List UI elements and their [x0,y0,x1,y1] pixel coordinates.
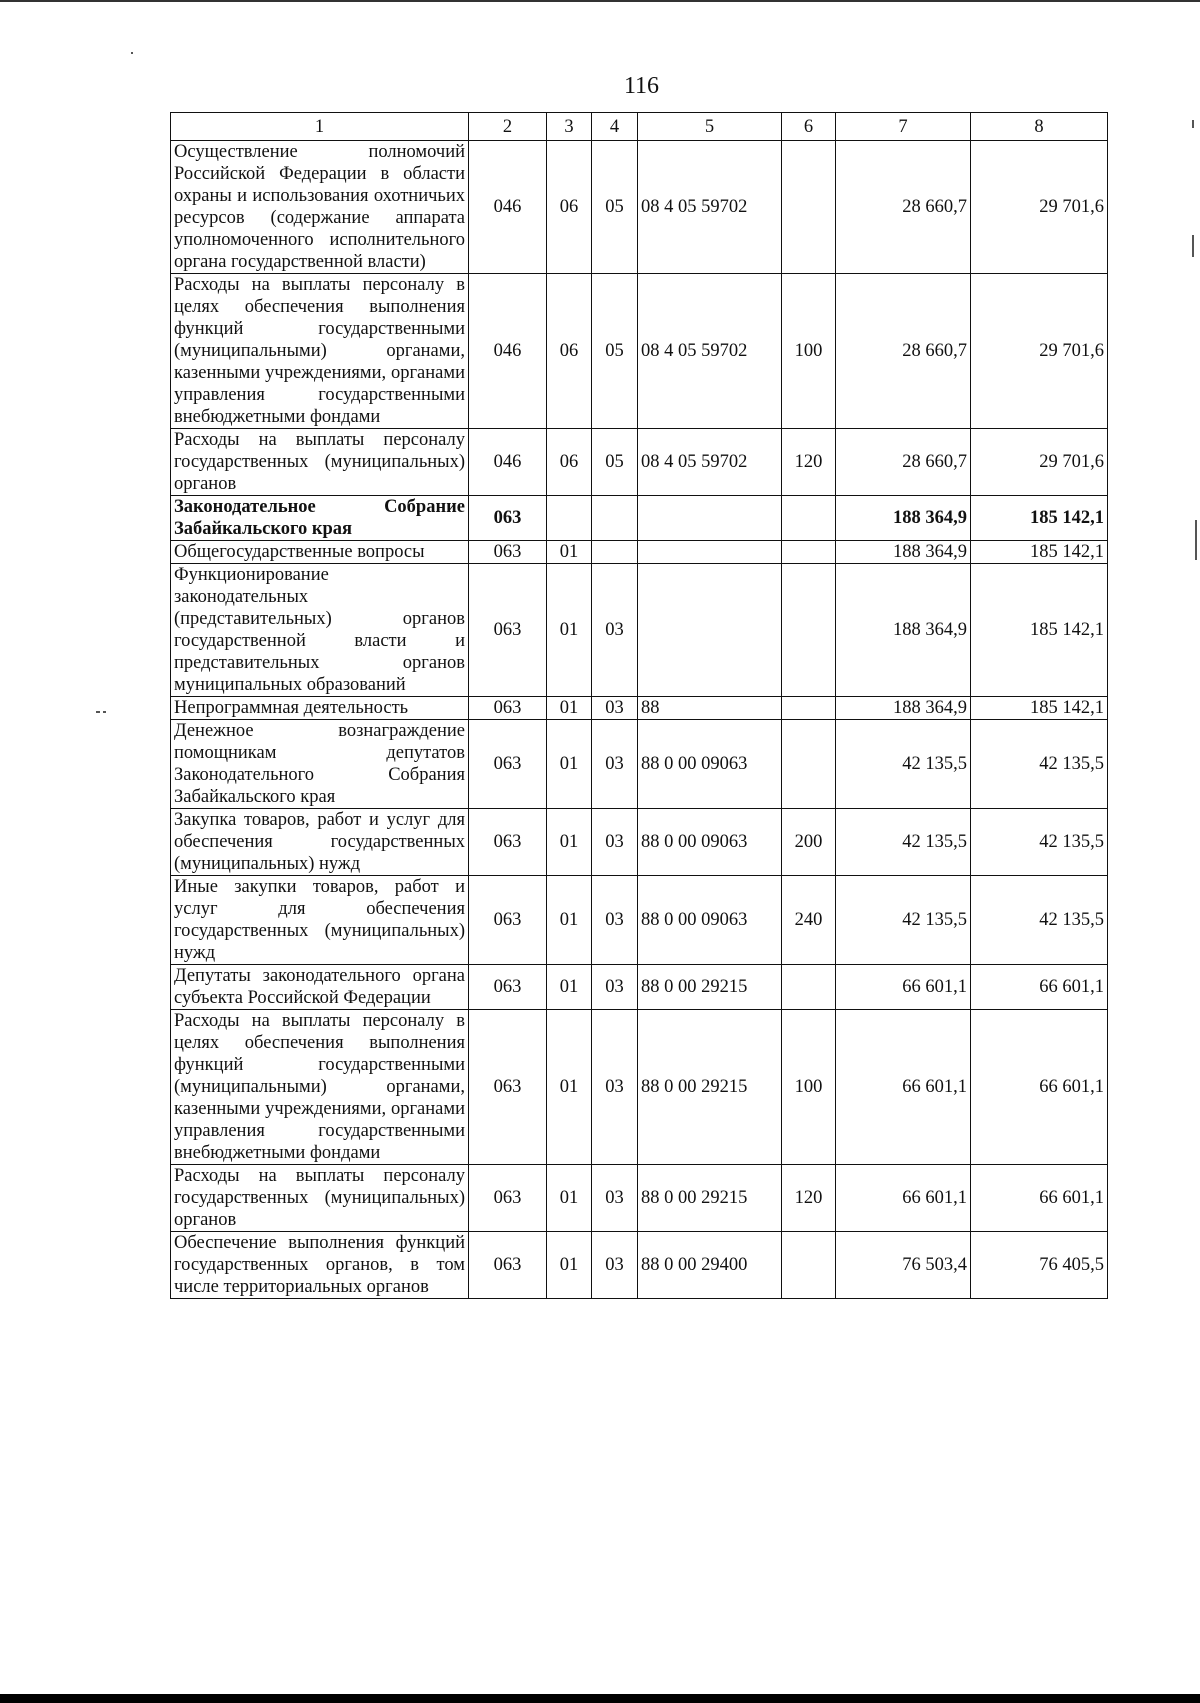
expense-type-code-cell [782,141,836,274]
table-row [171,1010,1108,1165]
table-row [171,1232,1108,1299]
row-name-cell: Осуществление полномочий Российской Федерации в области охраны и использования охотничьих ресурсов (содержание аппарата уполномоченного исполнительного органа государственной власти) [171,141,469,274]
ved-code-cell: 063 [469,1010,547,1165]
subsection-code-cell: 03 [592,876,638,965]
ved-code-cell: 046 [469,429,547,496]
column-header: 3 [547,113,592,141]
amount-year2-cell: 185 142,1 [971,541,1108,564]
amount-year1-cell: 188 364,9 [836,697,971,720]
table-row [171,564,1108,697]
expense-type-code-cell [782,541,836,564]
table-row [171,697,1108,720]
row-name-cell: Расходы на выплаты персоналу государственных (муниципальных) органов [171,1165,469,1232]
amount-year1-cell: 28 660,7 [836,429,971,496]
table-row [171,965,1108,1010]
amount-year1-cell: 28 660,7 [836,274,971,429]
expense-type-code-cell: 100 [782,1010,836,1165]
column-header: 6 [782,113,836,141]
amount-year2-cell: 29 701,6 [971,141,1108,274]
target-item-code-cell: 88 [638,697,782,720]
expense-type-code-cell: 120 [782,1165,836,1232]
subsection-code-cell: 03 [592,1232,638,1299]
column-header: 5 [638,113,782,141]
ved-code-cell: 063 [469,697,547,720]
target-item-code-cell: 08 4 05 59702 [638,274,782,429]
amount-year1-cell: 66 601,1 [836,965,971,1010]
amount-year2-cell: 185 142,1 [971,496,1108,541]
ved-code-cell: 046 [469,141,547,274]
ved-code-cell: 063 [469,720,547,809]
scan-speck [1195,520,1197,560]
row-name-cell: Обеспечение выполнения функций государственных органов, в том числе территориальных органов [171,1232,469,1299]
subsection-code-cell [592,541,638,564]
amount-year2-cell: 42 135,5 [971,720,1108,809]
ved-code-cell: 063 [469,965,547,1010]
scan-speck [96,711,100,713]
amount-year1-cell: 188 364,9 [836,496,971,541]
table-row [171,809,1108,876]
expense-type-code-cell: 200 [782,809,836,876]
amount-year1-cell: 42 135,5 [836,720,971,809]
ved-code-cell: 046 [469,274,547,429]
column-header: 2 [469,113,547,141]
expense-type-code-cell [782,496,836,541]
row-name-cell: Денежное вознаграждение помощникам депутатов Законодательного Собрания Забайкальского края [171,720,469,809]
section-code-cell: 06 [547,141,592,274]
section-code-cell: 01 [547,809,592,876]
table-row [171,1165,1108,1232]
scan-bottom-edge [0,1694,1200,1703]
target-item-code-cell [638,541,782,564]
amount-year2-cell: 42 135,5 [971,876,1108,965]
target-item-code-cell: 08 4 05 59702 [638,429,782,496]
amount-year2-cell: 66 601,1 [971,1165,1108,1232]
section-code-cell: 01 [547,876,592,965]
row-name-cell: Расходы на выплаты персоналу в целях обеспечения выполнения функций государственными (муниципальными) органами, казенными учреждениями, органами управления государственными внебюджетными фондами [171,274,469,429]
row-name-cell: Депутаты законодательного органа субъекта Российской Федерации [171,965,469,1010]
subsection-code-cell: 03 [592,965,638,1010]
ved-code-cell: 063 [469,564,547,697]
subsection-code-cell: 05 [592,274,638,429]
section-code-cell: 01 [547,720,592,809]
target-item-code-cell: 88 0 00 09063 [638,720,782,809]
row-name-cell: Общегосударственные вопросы [171,541,469,564]
subsection-code-cell: 03 [592,564,638,697]
budget-table [170,112,1108,1299]
row-name-cell: Иные закупки товаров, работ и услуг для обеспечения государственных (муниципальных) нужд [171,876,469,965]
expense-type-code-cell [782,720,836,809]
amount-year1-cell: 76 503,4 [836,1232,971,1299]
section-code-cell: 01 [547,541,592,564]
section-code-cell: 01 [547,1010,592,1165]
target-item-code-cell [638,564,782,697]
table-row [171,876,1108,965]
column-header: 8 [971,113,1108,141]
amount-year2-cell: 76 405,5 [971,1232,1108,1299]
ved-code-cell: 063 [469,876,547,965]
subsection-code-cell: 03 [592,697,638,720]
target-item-code-cell [638,496,782,541]
ved-code-cell: 063 [469,809,547,876]
section-code-cell: 06 [547,429,592,496]
expense-type-code-cell [782,1232,836,1299]
expense-type-code-cell: 240 [782,876,836,965]
target-item-code-cell: 88 0 00 29400 [638,1232,782,1299]
section-code-cell: 01 [547,1165,592,1232]
column-header: 1 [171,113,469,141]
amount-year2-cell: 66 601,1 [971,1010,1108,1165]
amount-year1-cell: 28 660,7 [836,141,971,274]
subsection-code-cell: 05 [592,429,638,496]
subsection-code-cell: 03 [592,809,638,876]
amount-year1-cell: 42 135,5 [836,809,971,876]
amount-year2-cell: 185 142,1 [971,564,1108,697]
amount-year1-cell: 66 601,1 [836,1165,971,1232]
row-name-cell: Закупка товаров, работ и услуг для обеспечения государственных (муниципальных) нужд [171,809,469,876]
section-code-cell [547,496,592,541]
expense-type-code-cell [782,965,836,1010]
row-name-cell: Расходы на выплаты персоналу государственных (муниципальных) органов [171,429,469,496]
amount-year1-cell: 188 364,9 [836,541,971,564]
amount-year1-cell: 188 364,9 [836,564,971,697]
amount-year2-cell: 185 142,1 [971,697,1108,720]
subsection-code-cell: 03 [592,1010,638,1165]
subsection-code-cell: 05 [592,141,638,274]
table-row [171,429,1108,496]
section-code-cell: 06 [547,274,592,429]
table-row [171,541,1108,564]
table-row [171,720,1108,809]
amount-year1-cell: 66 601,1 [836,1010,971,1165]
table-header-row [171,113,1108,141]
section-code-cell: 01 [547,564,592,697]
ved-code-cell: 063 [469,496,547,541]
amount-year2-cell: 29 701,6 [971,274,1108,429]
scan-speck [131,52,133,54]
row-name-cell: Расходы на выплаты персоналу в целях обеспечения выполнения функций государственными (муниципальными) органами, казенными учреждениями, органами управления государственными внебюджетными фондами [171,1010,469,1165]
section-code-cell: 01 [547,965,592,1010]
expense-type-code-cell: 100 [782,274,836,429]
table-row [171,496,1108,541]
column-header: 4 [592,113,638,141]
scan-speck [1192,120,1194,128]
scan-speck [1192,235,1194,257]
page-number: 116 [623,73,660,99]
target-item-code-cell: 88 0 00 09063 [638,809,782,876]
target-item-code-cell: 88 0 00 29215 [638,1165,782,1232]
section-code-cell: 01 [547,697,592,720]
section-code-cell: 01 [547,1232,592,1299]
amount-year2-cell: 29 701,6 [971,429,1108,496]
scan-top-edge [0,0,1200,2]
subsection-code-cell [592,496,638,541]
amount-year2-cell: 42 135,5 [971,809,1108,876]
ved-code-cell: 063 [469,541,547,564]
target-item-code-cell: 88 0 00 29215 [638,1010,782,1165]
scan-speck [103,711,106,713]
amount-year1-cell: 42 135,5 [836,876,971,965]
amount-year2-cell: 66 601,1 [971,965,1108,1010]
row-name-cell: Функционирование законодательных (представительных) органов государственной власти и представительных органов муниципальных образований [171,564,469,697]
column-header: 7 [836,113,971,141]
subsection-code-cell: 03 [592,1165,638,1232]
target-item-code-cell: 88 0 00 29215 [638,965,782,1010]
target-item-code-cell: 88 0 00 09063 [638,876,782,965]
table-row [171,274,1108,429]
row-name-cell: Законодательное Собрание Забайкальского края [171,496,469,541]
row-name-cell: Непрограммная деятельность [171,697,469,720]
expense-type-code-cell: 120 [782,429,836,496]
table-row [171,141,1108,274]
ved-code-cell: 063 [469,1232,547,1299]
subsection-code-cell: 03 [592,720,638,809]
ved-code-cell: 063 [469,1165,547,1232]
target-item-code-cell: 08 4 05 59702 [638,141,782,274]
expense-type-code-cell [782,564,836,697]
expense-type-code-cell [782,697,836,720]
